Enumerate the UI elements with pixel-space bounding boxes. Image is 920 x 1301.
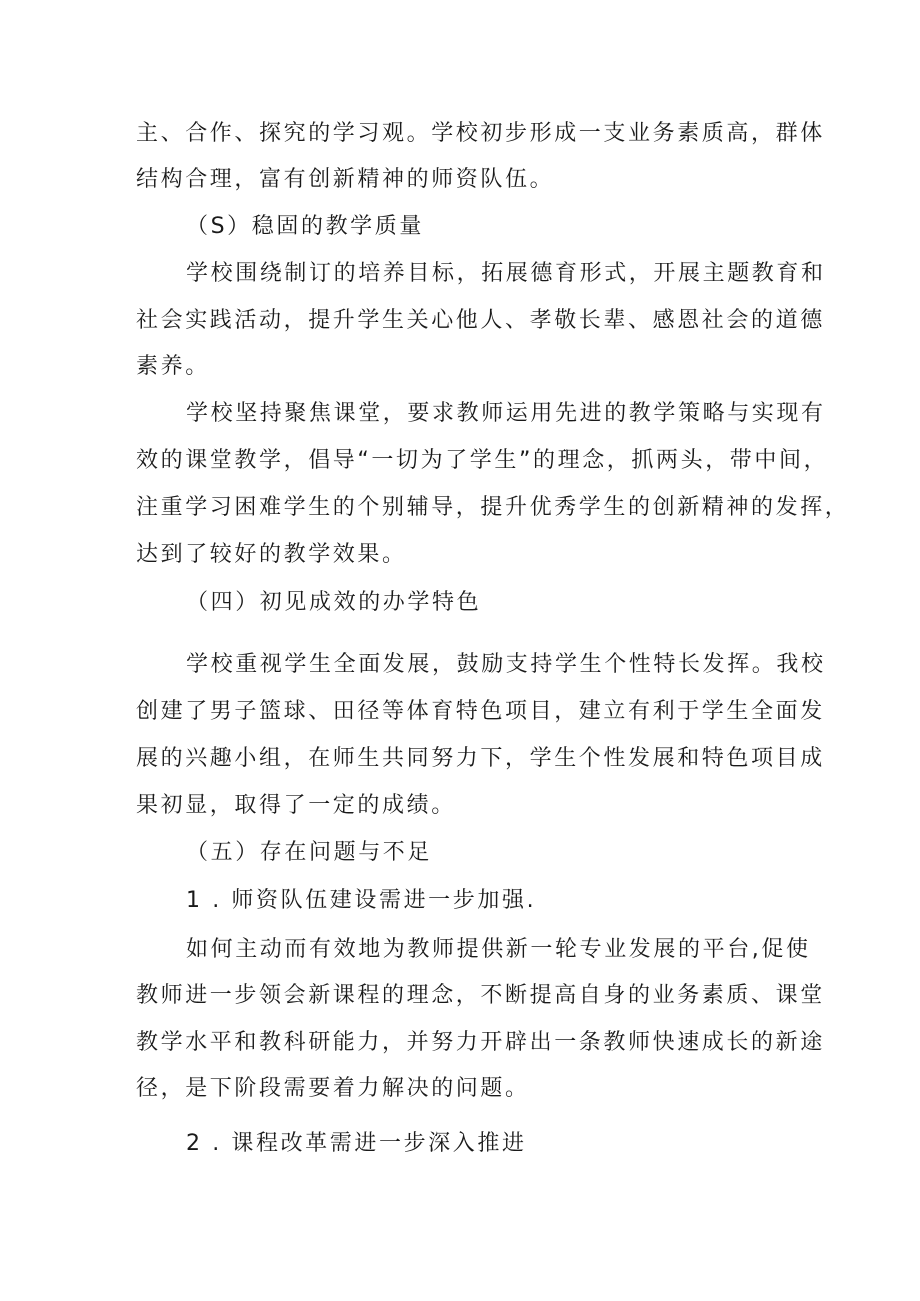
paragraph-line: 教学水平和教科研能力，并努力开辟出一条教师快速成长的新途: [136, 1030, 825, 1055]
paragraph-line: 教师进一步领会新课程的理念，不断提高自身的业务素质、课堂: [136, 983, 825, 1008]
numbered-item: 1 . 师资队伍建设需进一步加强.: [186, 888, 537, 913]
paragraph-line: 结构合理，富有创新精神的师资队伍。: [136, 167, 555, 192]
paragraph-line: 果初显，取得了一定的成绩。: [136, 793, 456, 818]
section-heading: （四）初见成效的办学特色: [186, 590, 482, 615]
paragraph-line: 社会实践活动，提升学生关心他人、孝敬长辈、感恩社会的道德: [136, 308, 825, 333]
section-heading: （五）存在问题与不足: [186, 840, 433, 865]
numbered-item: 2 . 课程改革需进一步深入推进: [186, 1131, 527, 1156]
paragraph-line: 如何主动而有效地为教师提供新一轮专业发展的平台,促使: [186, 937, 811, 962]
paragraph-line: 展的兴趣小组，在师生共同努力下，学生个性发展和特色项目成: [136, 746, 825, 771]
paragraph-line: 素养。: [136, 354, 210, 379]
section-heading: （S）稳固的教学质量: [186, 214, 424, 239]
paragraph-line: 学校重视学生全面发展，鼓励支持学生个性特长发挥。我校: [186, 652, 826, 677]
paragraph-line: 主、合作、探究的学习观。学校初步形成一支业务素质高，群体: [136, 121, 825, 146]
paragraph-line: 达到了较好的教学效果。: [136, 542, 407, 567]
paragraph-line: 创建了男子篮球、田径等体育特色项目，建立有利于学生全面发: [136, 699, 825, 724]
paragraph-line: 径，是下阶段需要着力解决的问题。: [136, 1076, 530, 1101]
paragraph-line: 学校坚持聚焦课堂，要求教师运用先进的教学策略与实现有: [186, 401, 826, 426]
paragraph-line: 学校围绕制订的培养目标，拓展德育形式，开展主题教育和: [186, 261, 826, 286]
paragraph-line: 效的课堂教学，倡导“一切为了学生”的理念，抓两头，带中间，: [136, 448, 829, 473]
paragraph-line: 注重学习困难学生的个别辅导，提升优秀学生的创新精神的发挥，: [136, 495, 850, 520]
